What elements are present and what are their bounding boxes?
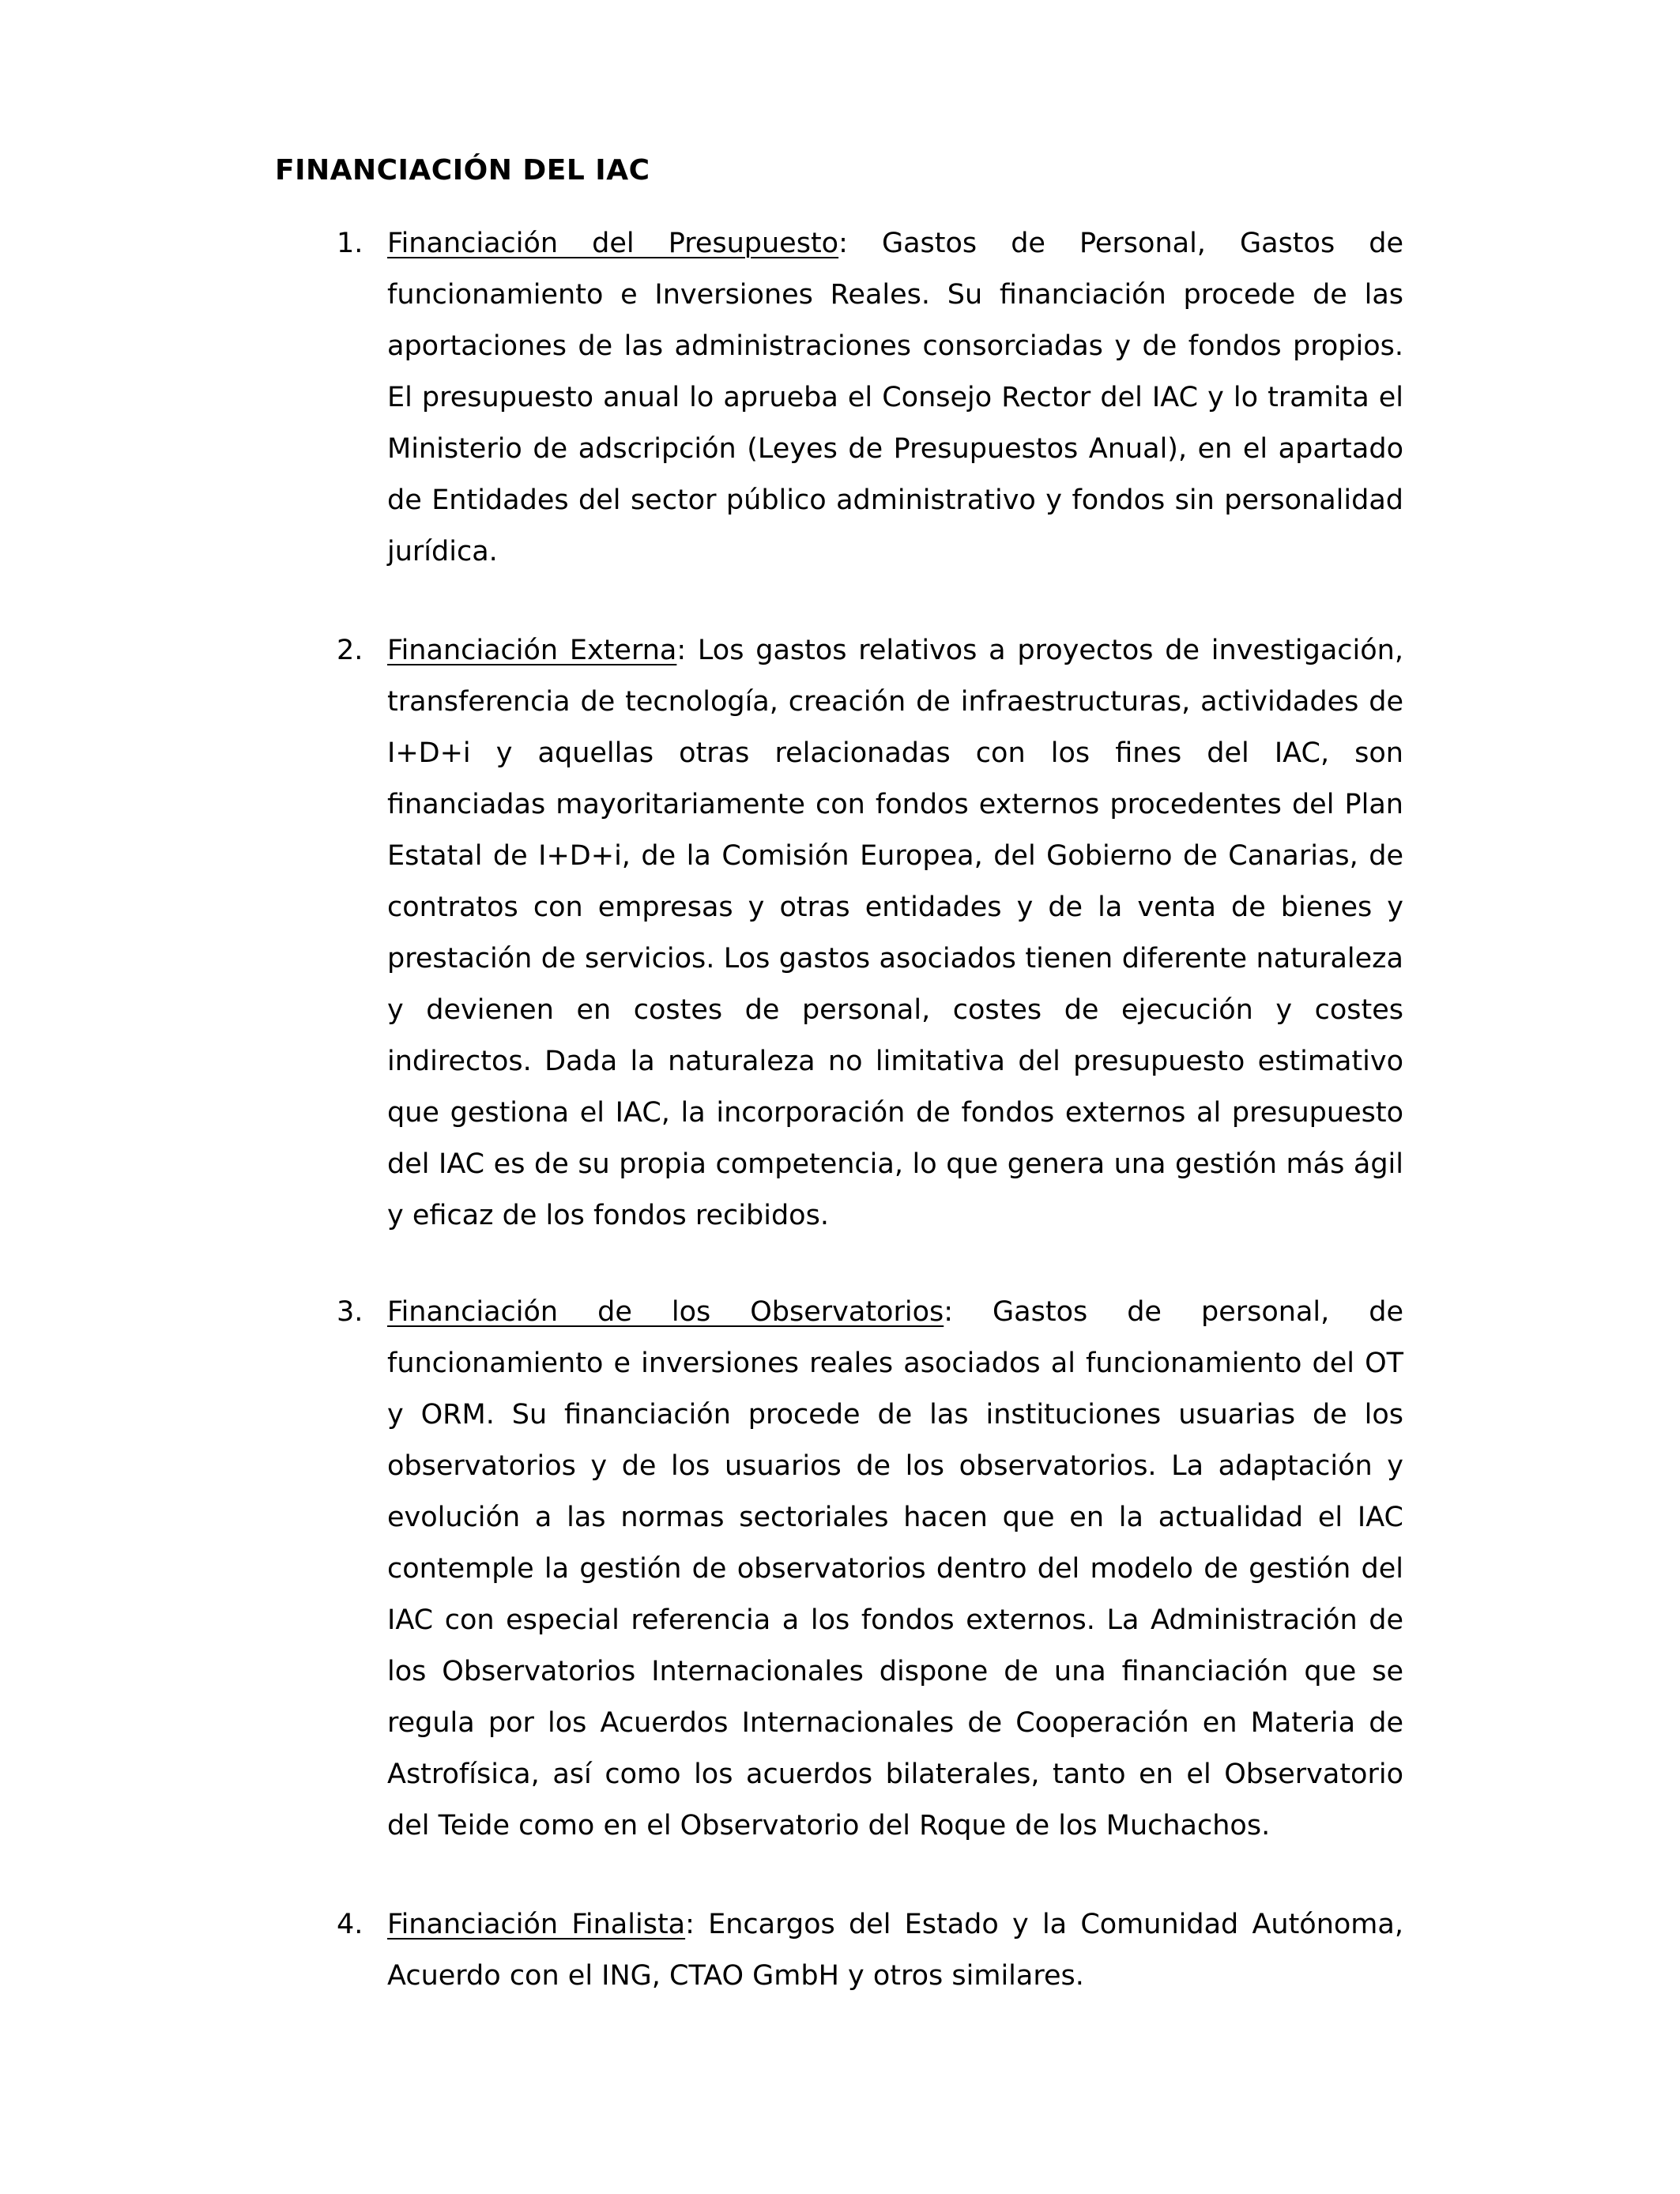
- list-item-number: 4.: [337, 1909, 363, 1940]
- list-item: [337, 1899, 1403, 2002]
- list-item-number: 3.: [337, 1296, 363, 1328]
- list-item-body: Los gastos relativos a proyectos de investigación, transferencia de tecnología, creación de infraestructuras, actividades de I+D+i y aquellas otras relacionadas con los fines del IAC, son financiadas mayoritariamente con fondos externos procedentes del Plan Estatal de I+D+i, de la Comisión Europea, del Gobierno de Canarias, de contratos con empresas y otras entidades y de la venta de bienes y prestación de servicios. Los gastos asociados tienen diferente naturaleza y devienen en costes de personal, costes de ejecución y costes indirectos. Dada la naturaleza no limitativa del presupuesto estimativo que gestiona el IAC, la incorporación de fondos externos al presupuesto del IAC es de su propia competencia, lo que genera una gestión más ágil y eficaz de los fondos recibidos.: [387, 635, 1403, 1231]
- list-item-number: 2.: [337, 635, 363, 666]
- list-item-body: Gastos de Personal, Gastos de funcionamiento e Inversiones Reales. Su financiación procede de las aportaciones de las administraciones consorciadas y de fondos propios. El presupuesto anual lo aprueba el Consejo Rector del IAC y lo tramita el Ministerio de adscripción (Leyes de Presupuestos Anual), en el apartado de Entidades del sector público administrativo y fondos sin personalidad jurídica.: [387, 228, 1404, 567]
- document-title: FINANCIACIÓN DEL IAC: [275, 154, 650, 187]
- list-item: [337, 218, 1404, 578]
- list-item-body: Gastos de personal, de funcionamiento e inversiones reales asociados al funcionamiento del OT y ORM. Su financiación procede de las instituciones usuarias de los observatorios y de los usuarios de los observatorios. La adaptación y evolución a las normas sectoriales hacen que en la actualidad el IAC contemple la gestión de observatorios dentro del modelo de gestión del IAC con especial referencia a los fondos externos. La Administración de los Observatorios Internacionales dispone de una financiación que se regula por los Acuerdos Internacionales de Cooperación en Materia de Astrofísica, así como los acuerdos bilaterales, tanto en el Observatorio del Teide como en el Observatorio del Roque de los Muchachos.: [387, 1296, 1403, 1842]
- list-item-heading: Financiación Finalista: [387, 1909, 686, 1940]
- list-item-heading: Financiación de los Observatorios: [387, 1296, 944, 1328]
- list-item-separator: :: [685, 1909, 695, 1940]
- list-item: [337, 625, 1403, 1242]
- list-item-number: 1.: [337, 228, 363, 259]
- list-item-separator: :: [944, 1296, 954, 1328]
- list-item-separator: :: [676, 635, 687, 666]
- list-item-heading: Financiación del Presupuesto: [387, 228, 839, 259]
- list-item-heading: Financiación Externa: [387, 635, 677, 666]
- list-item-body: Encargos del Estado y la Comunidad Autónoma, Acuerdo con el ING, CTAO GmbH y otros similares.: [387, 1909, 1403, 1992]
- list-item-separator: :: [838, 228, 848, 259]
- list-item: [337, 1287, 1403, 1852]
